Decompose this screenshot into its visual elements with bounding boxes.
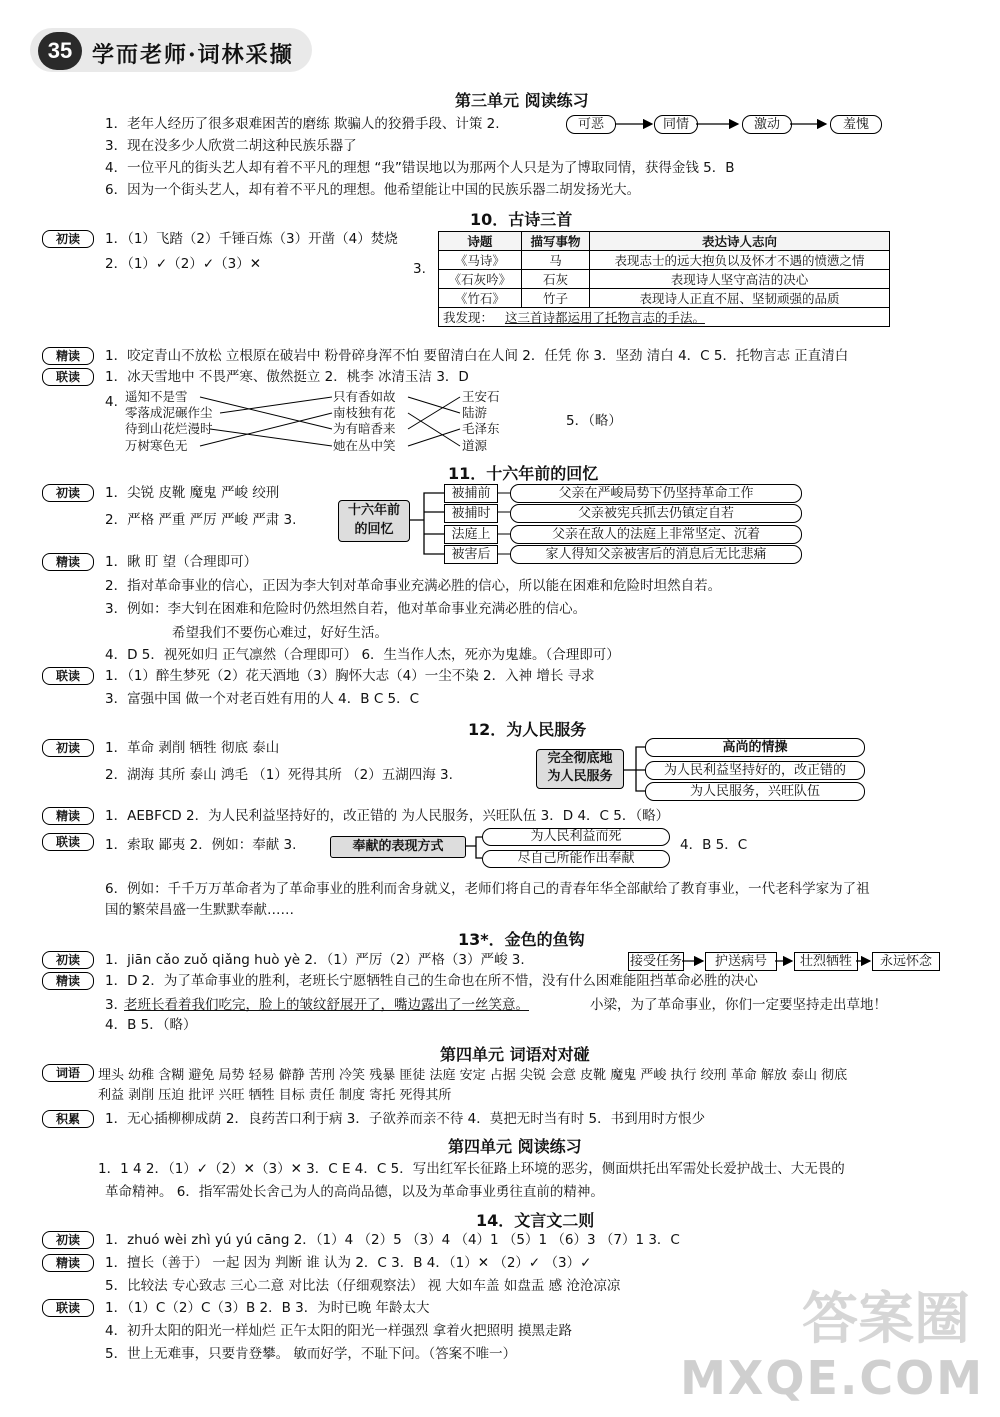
branch-value: 为人民利益坚持好的，改正错的 — [645, 761, 865, 780]
answer-line: 1．尖锐 皮靴 魔鬼 严峻 绞刑 — [105, 485, 280, 501]
answer-line: 2．指对革命事业的信心，正因为李大钊对革命事业充满必胜的信心，所以能在困难和危险时坦然自若。 — [105, 578, 722, 594]
jingdu-label: 精读 — [42, 807, 94, 825]
chudu-label: 初读 — [42, 951, 94, 969]
match-right: 王安石 — [462, 389, 500, 404]
word-list: 埋头 幼稚 含糊 避免 局势 轻易 僻静 苦刑 冷笑 残暴 匪徒 法庭 安定 占据 尖锐 会意 皮靴 魔鬼 严峻 执行 绞刑 革命 解放 泰山 彻底 — [98, 1068, 848, 1083]
flow-box: 激动 — [742, 115, 792, 134]
answer-line: 5．（略） — [566, 413, 622, 429]
table-cell: 《竹石》 — [439, 289, 522, 308]
match-left: 万树寒色无 — [125, 438, 188, 453]
answer-line: 1．（1）醉生梦死（2）花天酒地（3）胸怀大志（4）一尘不染 2．入神 增长 寻求 — [105, 668, 595, 684]
match-left: 零落成泥碾作尘 — [125, 405, 213, 420]
answer-line: 1．革命 剥削 牺牲 彻底 泰山 — [105, 740, 280, 756]
table-cell: 表现诗人正直不屈、坚韧顽强的品质 — [590, 289, 890, 308]
mindmap-center — [536, 749, 624, 789]
watermark-url: MXQE.COM — [680, 1351, 984, 1405]
table-row — [439, 289, 890, 308]
mindmap-center: 奉献的表现方式 — [330, 836, 466, 858]
section-title-unit4-reading: 第四单元 阅读练习 — [448, 1137, 582, 1156]
section-title-lesson12: 12．为人民服务 — [468, 720, 587, 739]
answer-line: 4．B 5．（略） — [105, 1017, 197, 1033]
answer-line: 5．世上无难事，只要肯登攀。 敏而好学，不耻下问。（答案不唯一） — [105, 1346, 517, 1362]
chudu-label: 初读 — [42, 484, 94, 502]
branch-value: 为人民利益而死 — [482, 828, 670, 846]
table-cell: 石灰 — [521, 270, 589, 289]
section-title-lesson11: 11．十六年前的回忆 — [448, 464, 599, 483]
page-number: 35 — [38, 32, 82, 70]
table-header: 诗题 — [439, 232, 522, 251]
branch-value: 父亲在敌人的法庭上非常坚定、沉着 — [510, 525, 802, 544]
brand-title: 学而老师·词林采撷 — [92, 42, 294, 68]
answer-line: 1．擅长（善于） 一起 因为 判断 谁 认为 2．C 3．B 4．（1）✕ （2）✓ （3）✓ — [105, 1255, 592, 1271]
match-right: 陆游 — [462, 405, 488, 420]
liandu-label: 联读 — [42, 833, 94, 851]
answer-line: 4．一位平凡的街头艺人却有着不平凡的理想 “我”错误地以为那两个人只是为了博取同情，获得金钱 5．B — [105, 160, 735, 176]
mindmap-center-line: 十六年前 — [347, 503, 400, 518]
flow-box: 同情 — [654, 115, 698, 134]
answer-line: 4．初升太阳的阳光一样灿烂 正午太阳的阳光一样强烈 拿着火把照明 摸黑走路 — [105, 1323, 572, 1339]
answer-line: 2．（1）✓（2）✓（3）✕ — [105, 256, 262, 272]
table-cell: 马 — [521, 251, 589, 270]
match-left: 遥知不是雪 — [125, 389, 188, 404]
match-right: 道源 — [462, 438, 488, 453]
branch-key: 被捕前 — [444, 484, 498, 503]
section-title-lesson13: 13*．金色的鱼钩 — [458, 930, 585, 949]
answer-line: 1．D 2．为了革命事业的胜利，老班长宁愿牺牲自己的生命也在所不惜，没有什么困难能阻挡革命必胜的决心 — [105, 973, 758, 989]
match-mid: 为有暗香来 — [333, 421, 396, 436]
answer-line: 国的繁荣昌盛一生默默奉献…… — [105, 902, 294, 918]
table-header: 描写事物 — [521, 232, 589, 251]
answer-line: 1．（1）飞踏（2）千锤百炼（3）开凿（4）焚烧 — [105, 231, 398, 247]
answer-line: 4．D 5．视死如归 正气凛然（合理即可） 6．生当作人杰，死亦为鬼雄。（合理即可） — [105, 647, 620, 663]
section-title-unit3: 第三单元 阅读练习 — [455, 91, 589, 110]
answer-line: 1．咬定青山不放松 立根原在破岩中 粉骨碎身浑不怕 要留清白在人间 2．任凭 你 3．坚劲 清白 4．C 5．托物言志 正直清白 — [105, 348, 849, 364]
answer-line: 小梁，为了革命事业，你们一定要坚持走出草地！ — [590, 997, 887, 1013]
answer-line: 1．冰天雪地中 不畏严寒、傲然挺立 2．桃李 冰清玉洁 3．D — [105, 369, 469, 385]
mindmap-center-line: 的回忆 — [354, 522, 394, 537]
answer-line: 1．AEBFCD 2．为人民利益坚持好的，改正错的 为人民服务，兴旺队伍 3．D 4．C 5．（略） — [105, 808, 670, 824]
answer-line: 2．严格 严重 严厉 严峻 严肃 3. — [105, 512, 297, 528]
answer-line: 3．现在没多少人欣赏二胡这种民族乐器了 — [105, 138, 357, 154]
table-header: 表达诗人志向 — [590, 232, 890, 251]
table-footer-text: 这三首诗都运用了托物言志的手法。 — [504, 310, 705, 325]
table-cell: 表现志士的远大抱负以及怀才不遇的愤懑之情 — [590, 251, 890, 270]
liandu-label: 联读 — [42, 667, 94, 685]
answer-line: 3．富强中国 做一个对老百姓有用的人 4．B C 5．C — [105, 691, 420, 707]
table-cell: 表现诗人坚守高洁的决心 — [590, 270, 890, 289]
answer-line: 希望我们不要伤心难过，好好生活。 — [172, 625, 388, 641]
flow-box: 可恶 — [566, 115, 616, 134]
table-row — [439, 270, 890, 289]
mindmap-center-line: 完全彻底地 — [547, 751, 613, 766]
table-row — [439, 251, 890, 270]
chudu-label: 初读 — [42, 230, 94, 248]
table-cell: 《马诗》 — [439, 251, 522, 270]
answer-line: 2．湖海 其所 泰山 鸿毛 （1）死得其所 （2）五湖四海 3. — [105, 767, 453, 783]
branch-value: 为人民服务，兴旺队伍 — [645, 782, 865, 801]
match-mid: 南枝独有花 — [333, 405, 396, 420]
match-right: 毛泽东 — [462, 421, 500, 436]
match-mid: 她在丛中笑 — [333, 438, 396, 453]
answer-line: 5．比较法 专心致志 三心二意 对比法（仔细观察法） 视 大如车盖 如盘盂 感 沧沧凉凉 — [105, 1278, 621, 1294]
watermark-logo: 答案圈 — [802, 1286, 970, 1352]
jingdu-label: 精读 — [42, 347, 94, 365]
branch-key: 法庭上 — [444, 525, 498, 544]
flow-box: 壮烈牺牲 — [794, 952, 858, 971]
poem-table — [438, 231, 890, 327]
answer-line: 1．（1）C（2）C（3）B 2．B 3．为时已晚 年龄太大 — [105, 1300, 430, 1316]
answer-line: 6．因为一个街头艺人，却有着不平凡的理想。他希望能让中国的民族乐器二胡发扬光大。 — [105, 182, 641, 198]
flow-box: 接受任务 — [629, 954, 682, 969]
liandu-label: 联读 — [42, 368, 94, 386]
underlined-sentence: 老班长看着我们吃完，脸上的皱纹舒展开了，嘴边露出了一丝笑意。 — [124, 997, 529, 1013]
jingdu-label: 精读 — [42, 972, 94, 990]
branch-value: 高尚的情操 — [645, 738, 865, 757]
match-mid: 只有香如故 — [333, 389, 396, 404]
answer-line: 3. — [413, 261, 426, 277]
chudu-label: 初读 — [42, 1231, 94, 1249]
mindmap-center-line: 为人民服务 — [547, 769, 613, 784]
word-list: 利益 剥削 压迫 批评 兴旺 牺牲 目标 责任 制度 寄托 死得其所 — [98, 1088, 452, 1103]
answer-line: 1．zhuó wèi zhì yú yú cāng 2．（1）4 （2）5 （3）4 （4）1 （5）1 （6）3 （7）1 3．C — [105, 1232, 680, 1248]
table-cell: 《石灰吟》 — [439, 270, 522, 289]
answer-line: 1．瞅 盯 望（合理即可） — [105, 554, 258, 570]
answer-line: 1．1 4 2．（1）✓（2）✕（3）✕ 3．C E 4．C 5．写出红军长征路上环境的恶劣，侧面烘托出军需处长爱护战士、大无畏的 — [98, 1161, 845, 1177]
branch-value: 家人得知父亲被害后的消息后无比悲痛 — [510, 545, 802, 564]
answer-line: 3． — [105, 997, 128, 1013]
liandu-label: 联读 — [42, 1299, 94, 1317]
chudu-label: 初读 — [42, 739, 94, 757]
answer-line: 4．B 5．C — [680, 837, 748, 853]
branch-value: 父亲被宪兵抓去仍镇定自若 — [510, 504, 802, 523]
jilei-label: 积累 — [42, 1110, 94, 1128]
answer-line: 6．例如：千千万万革命者为了革命事业的胜利而舍身就义，老师们将自己的青春年华全部献给了教育事业，一代老科学家为了祖 — [105, 881, 870, 897]
answer-line: 4. — [105, 394, 118, 410]
jingdu-label: 精读 — [42, 553, 94, 571]
table-footer-label: 我发现： — [443, 310, 494, 325]
ciyu-label: 词语 — [42, 1064, 94, 1082]
mindmap-center — [338, 500, 410, 542]
flow-box: 永远怀念 — [872, 952, 940, 971]
section-title-unit4-words: 第四单元 词语对对碰 — [440, 1045, 590, 1064]
branch-value: 尽自己所能作出奉献 — [482, 850, 670, 868]
branch-key: 被捕时 — [444, 504, 498, 523]
answer-line: 1．老年人经历了很多艰难困苦的磨练 欺骗人的狡猾手段、计策 2. — [105, 116, 500, 132]
branch-value: 父亲在严峻局势下仍坚持革命工作 — [510, 484, 802, 503]
section-title-lesson10: 10．古诗三首 — [470, 210, 573, 229]
match-left: 待到山花烂漫时 — [125, 421, 213, 436]
answer-line: 3．例如：李大钊在困难和危险时仍然坦然自若，他对革命事业充满必胜的信心。 — [105, 601, 587, 617]
answer-line: 1．jiān cǎo zuǒ qiǎng huò yè 2．（1）严厉（2）严格（3）严峻 3. — [105, 952, 525, 968]
answer-line: 1．无心插柳柳成荫 2．良药苦口利于病 3．子欲养而亲不待 4．莫把无时当有时 5．书到用时方恨少 — [105, 1111, 706, 1127]
table-cell: 竹子 — [521, 289, 589, 308]
jingdu-label: 精读 — [42, 1254, 94, 1272]
section-title-lesson14: 14．文言文二则 — [476, 1211, 595, 1230]
flow-box: 护送病号 — [705, 952, 777, 971]
answer-line: 1．索取 鄙夷 2．例如：奉献 3. — [105, 837, 297, 853]
branch-key: 被害后 — [444, 545, 498, 564]
answer-line: 革命精神。 6．指军需处长舍己为人的高尚品德，以及为革命事业勇往直前的精神。 — [105, 1184, 604, 1200]
flow-box: 羞愧 — [830, 115, 882, 134]
